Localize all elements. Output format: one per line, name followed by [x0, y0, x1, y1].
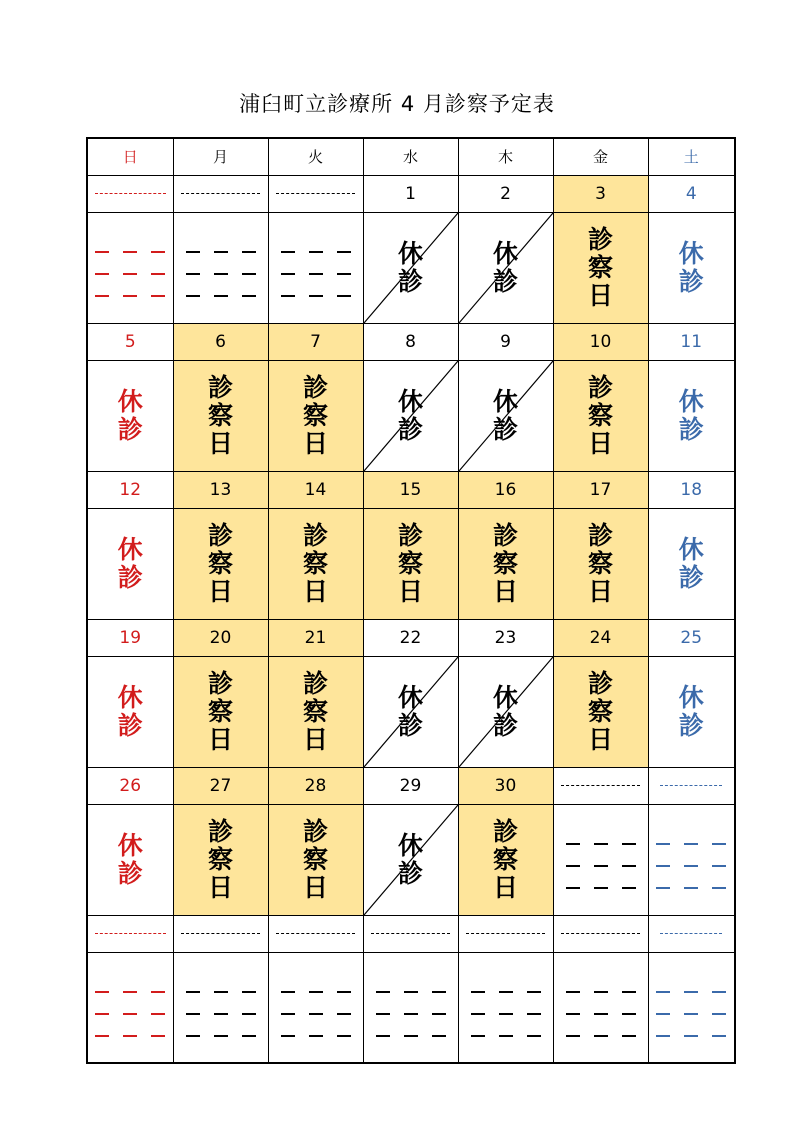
open-day-cell — [363, 508, 458, 619]
open-day-cell — [173, 804, 268, 915]
date-cell-mon: 6 — [173, 323, 268, 360]
open-label: 診察日 — [587, 224, 613, 310]
open-day-cell — [173, 508, 268, 619]
date-row — [87, 767, 735, 804]
dash-placeholder — [276, 193, 355, 194]
closed-label: 休診 — [397, 386, 423, 444]
closed-day-cell — [363, 656, 458, 767]
empty-date-cell — [268, 175, 363, 212]
dash-placeholder — [660, 933, 722, 934]
open-label: 診察日 — [302, 520, 328, 606]
open-day-cell — [268, 656, 363, 767]
closed-label: 休診 — [397, 238, 423, 296]
date-row — [87, 175, 735, 212]
dash-placeholder — [186, 251, 256, 297]
date-cell-wed: 29 — [363, 767, 458, 804]
open-label: 診察日 — [302, 816, 328, 902]
empty-day-cell — [553, 804, 648, 915]
dash-placeholder — [561, 933, 640, 934]
open-label: 診察日 — [587, 668, 613, 754]
closed-day-cell — [87, 360, 173, 471]
closed-label: 休診 — [397, 830, 423, 888]
dash-placeholder — [95, 251, 165, 297]
open-label: 診察日 — [492, 816, 518, 902]
open-day-cell — [173, 360, 268, 471]
closed-label: 休診 — [117, 682, 143, 740]
open-day-cell — [268, 804, 363, 915]
empty-date-cell — [173, 175, 268, 212]
open-label: 診察日 — [587, 520, 613, 606]
dash-placeholder — [95, 991, 165, 1037]
dash-placeholder — [276, 933, 355, 934]
open-label: 診察日 — [302, 668, 328, 754]
empty-date-cell — [363, 915, 458, 952]
dash-placeholder — [95, 193, 166, 194]
open-day-cell — [458, 804, 553, 915]
date-cell-tue: 14 — [268, 471, 363, 508]
dash-placeholder — [281, 251, 351, 297]
closed-label: 休診 — [678, 238, 704, 296]
open-day-cell — [173, 656, 268, 767]
open-day-cell — [268, 508, 363, 619]
date-cell-mon: 20 — [173, 619, 268, 656]
empty-day-cell — [458, 952, 553, 1063]
closed-day-cell — [458, 656, 553, 767]
dash-placeholder — [186, 991, 256, 1037]
dash-placeholder — [181, 933, 260, 934]
date-cell-fri: 17 — [553, 471, 648, 508]
empty-date-cell — [458, 915, 553, 952]
open-label: 診察日 — [587, 372, 613, 458]
date-cell-sun: 26 — [87, 767, 173, 804]
empty-day-cell — [268, 212, 363, 323]
weekday-mon: 月 — [173, 138, 268, 175]
closed-day-cell — [648, 360, 735, 471]
dash-placeholder — [561, 785, 640, 786]
empty-date-cell — [648, 767, 735, 804]
status-row — [87, 952, 735, 1063]
open-label: 診察日 — [302, 372, 328, 458]
status-row — [87, 656, 735, 767]
empty-date-cell — [87, 175, 173, 212]
date-cell-thu: 9 — [458, 323, 553, 360]
closed-day-cell — [363, 804, 458, 915]
closed-day-cell — [458, 360, 553, 471]
date-cell-wed: 1 — [363, 175, 458, 212]
empty-day-cell — [87, 952, 173, 1063]
date-cell-tue: 28 — [268, 767, 363, 804]
date-row — [87, 323, 735, 360]
open-day-cell — [553, 656, 648, 767]
date-cell-tue: 7 — [268, 323, 363, 360]
empty-day-cell — [648, 804, 735, 915]
date-cell-wed: 15 — [363, 471, 458, 508]
closed-day-cell — [87, 804, 173, 915]
schedule-calendar — [86, 137, 736, 1064]
open-label: 診察日 — [492, 520, 518, 606]
dash-placeholder — [281, 991, 351, 1037]
empty-day-cell — [553, 952, 648, 1063]
date-cell-fri: 3 — [553, 175, 648, 212]
date-cell-tue: 21 — [268, 619, 363, 656]
closed-label: 休診 — [492, 238, 518, 296]
date-cell-thu: 16 — [458, 471, 553, 508]
weekday-sat: 土 — [648, 138, 735, 175]
open-label: 診察日 — [207, 520, 233, 606]
weekday-header-row — [87, 138, 735, 175]
empty-date-cell — [87, 915, 173, 952]
open-day-cell — [268, 360, 363, 471]
page-title: 浦臼町立診療所 4 月診察予定表 — [239, 92, 555, 116]
date-cell-thu: 30 — [458, 767, 553, 804]
open-day-cell — [458, 508, 553, 619]
dash-placeholder — [660, 785, 722, 786]
empty-date-cell — [648, 915, 735, 952]
dash-placeholder — [95, 933, 166, 934]
date-cell-sun: 12 — [87, 471, 173, 508]
dash-placeholder — [471, 991, 541, 1037]
date-cell-fri: 10 — [553, 323, 648, 360]
dash-placeholder — [566, 991, 636, 1037]
dash-placeholder — [371, 933, 450, 934]
open-day-cell — [553, 212, 648, 323]
closed-label: 休診 — [117, 534, 143, 592]
empty-date-cell — [268, 915, 363, 952]
status-row — [87, 804, 735, 915]
date-cell-mon: 13 — [173, 471, 268, 508]
empty-date-cell — [173, 915, 268, 952]
closed-label: 休診 — [678, 682, 704, 740]
open-label: 診察日 — [207, 372, 233, 458]
dash-placeholder — [181, 193, 260, 194]
date-cell-wed: 8 — [363, 323, 458, 360]
weekday-wed: 水 — [363, 138, 458, 175]
closed-day-cell — [458, 212, 553, 323]
open-day-cell — [553, 508, 648, 619]
empty-day-cell — [173, 212, 268, 323]
weekday-fri: 金 — [553, 138, 648, 175]
date-cell-sat: 25 — [648, 619, 735, 656]
dash-placeholder — [566, 843, 636, 889]
closed-label: 休診 — [397, 682, 423, 740]
date-cell-fri: 24 — [553, 619, 648, 656]
closed-label: 休診 — [492, 682, 518, 740]
dash-placeholder — [466, 933, 545, 934]
closed-label: 休診 — [117, 830, 143, 888]
closed-day-cell — [87, 508, 173, 619]
open-day-cell — [553, 360, 648, 471]
date-cell-sun: 5 — [87, 323, 173, 360]
closed-day-cell — [648, 212, 735, 323]
open-label: 診察日 — [397, 520, 423, 606]
date-cell-sat: 11 — [648, 323, 735, 360]
date-cell-wed: 22 — [363, 619, 458, 656]
dash-placeholder — [656, 843, 726, 889]
date-row — [87, 915, 735, 952]
empty-date-cell — [553, 767, 648, 804]
weekday-sun: 日 — [87, 138, 173, 175]
date-cell-mon: 27 — [173, 767, 268, 804]
dash-placeholder — [376, 991, 446, 1037]
open-label: 診察日 — [207, 816, 233, 902]
empty-day-cell — [648, 952, 735, 1063]
closed-day-cell — [363, 212, 458, 323]
dash-placeholder — [656, 991, 726, 1037]
closed-label: 休診 — [492, 386, 518, 444]
date-row — [87, 619, 735, 656]
empty-date-cell — [553, 915, 648, 952]
closed-day-cell — [87, 656, 173, 767]
status-row — [87, 212, 735, 323]
closed-day-cell — [648, 656, 735, 767]
status-row — [87, 360, 735, 471]
open-label: 診察日 — [207, 668, 233, 754]
closed-label: 休診 — [678, 386, 704, 444]
date-cell-sat: 4 — [648, 175, 735, 212]
closed-day-cell — [648, 508, 735, 619]
closed-day-cell — [363, 360, 458, 471]
empty-day-cell — [363, 952, 458, 1063]
weekday-tue: 火 — [268, 138, 363, 175]
closed-label: 休診 — [678, 534, 704, 592]
empty-day-cell — [268, 952, 363, 1063]
date-cell-sat: 18 — [648, 471, 735, 508]
status-row — [87, 508, 735, 619]
date-cell-thu: 2 — [458, 175, 553, 212]
empty-day-cell — [87, 212, 173, 323]
date-row — [87, 471, 735, 508]
date-cell-sun: 19 — [87, 619, 173, 656]
closed-label: 休診 — [117, 386, 143, 444]
weekday-thu: 木 — [458, 138, 553, 175]
date-cell-thu: 23 — [458, 619, 553, 656]
empty-day-cell — [173, 952, 268, 1063]
